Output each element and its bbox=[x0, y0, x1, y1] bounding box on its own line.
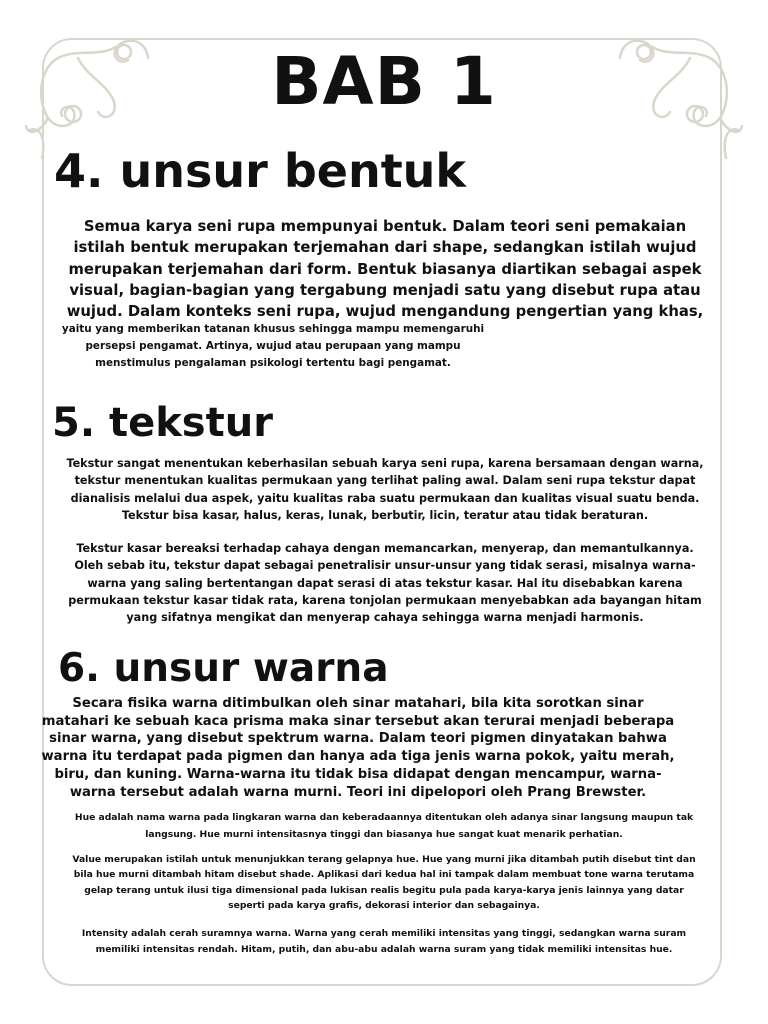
section-heading-unsur-warna: 6. unsur warna bbox=[58, 646, 389, 691]
section-paragraph: Tekstur kasar bereaksi terhadap cahaya dengan memancarkan, menyerap, dan memantulkannya. Oleh sebab itu, tekstur dapat sebagai penetralisir unsur-unsur yang tidak serasi, misalnya warna- warna yang saling bertentangan dapat serasi di atas tekstur kasar. Hal itu disebabkan karena permukaan tekstur kasar tidak rata, karena tonjolan permukaan menyebabkan ada bayangan hitam yang sifatnya mengikat dan menyerap cahaya sehingga warna menjadi harmonis. bbox=[68, 542, 702, 625]
section-paragraph: Semua karya seni rupa mempunyai bentuk. Dalam teori seni pemakaian istilah bentuk merupakan terjemahan dari shape, sedangkan istilah wujud merupakan terjemahan dari form. Bentuk biasanya diartikan sebagai aspek visual, bagian-bagian yang tergabung menjadi satu yang disebut rupa atau wujud. Dalam konteks seni rupa, wujud mengandung pengertian yang khas, bbox=[66, 218, 704, 321]
section-paragraph: Secara fisika warna ditimbulkan oleh sinar matahari, bila kita sorotkan sinar matahari ke sebuah kaca prisma maka sinar tersebut akan terurai menjadi beberapa sinar warna, yang disebut spektrum warna. Dalam teori pigmen dinyatakan bahwa warna itu terdapat pada pigmen dan hanya ada tiga jenis warna pokok, yaitu merah, biru, dan kuning. Warna-warna itu tidak bisa didapat dengan mencampur, warna- warna tersebut adalah warna murni. Teori ini dipelopori oleh Prang Brewster. bbox=[41, 696, 675, 800]
section-heading-tekstur: 5. tekstur bbox=[52, 400, 273, 446]
section-heading-unsur-bentuk: 4. unsur bentuk bbox=[54, 144, 467, 198]
section-paragraph: Tekstur sangat menentukan keberhasilan sebuah karya seni rupa, karena bersamaan dengan warna, tekstur menentukan kualitas permukaan yang terlihat paling awal. Dalam seni rupa tekstur dapat dianalisis melalui dua aspek, yaitu kualitas raba suatu permukaan dan kualitas visual suatu benda. Tekstur bisa kasar, halus, keras, lunak, berbutir, licin, teratur atau tidak beraturan. bbox=[66, 457, 704, 522]
section-paragraph: Intensity adalah cerah suramnya warna. Warna yang cerah memiliki intensitas yang tinggi, sedangkan warna suram memiliki intensitas rendah. Hitam, putih, dan abu-abu adalah warna suram yang tidak memiliki intensitas hue. bbox=[81, 928, 687, 955]
section-paragraph: Value merupakan istilah untuk menunjukkan terang gelapnya hue. Hue yang murni jika ditambah putih disebut tint dan bila hue murni ditambah hitam disebut shade. Aplikasi dari kedua hal ini tampak dalam membuat tone warna terutama gelap terang untuk ilusi tiga dimensional pada lukisan realis begitu pula pada karya-karya jenis lainnya yang datar seperti pada karya grafis, dekorasi interior dan sebagainya. bbox=[72, 854, 696, 912]
section-paragraph: Hue adalah nama warna pada lingkaran warna dan keberadaannya ditentukan oleh adanya sinar langsung maupun tak langsung. Hue murni intensitasnya tinggi dan biasanya hue sangat kuat menarik perhatian. bbox=[74, 812, 694, 840]
section-paragraph: yaitu yang memberikan tatanan khusus sehingga mampu memengaruhi persepsi pengamat. Artinya, wujud atau perupaan yang mampu menstimulus pengalaman psikologi tertentu bagi pengamat. bbox=[61, 323, 485, 369]
page-title: BAB 1 bbox=[271, 43, 497, 120]
